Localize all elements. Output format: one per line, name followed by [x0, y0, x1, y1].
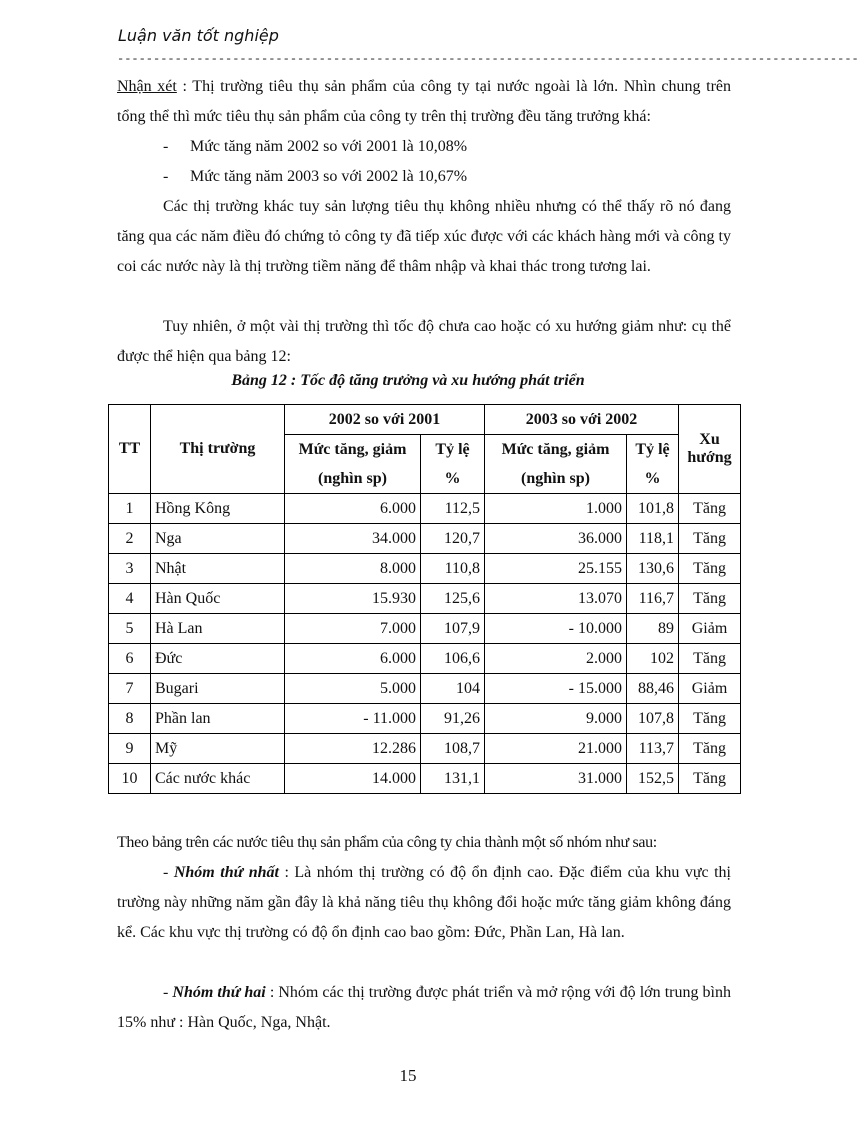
cell-trend: Tăng: [679, 704, 741, 734]
trend-header-line1: Xu: [699, 431, 720, 448]
cell-ratio-2003: 130,6: [627, 554, 679, 584]
cell-ratio-2002: 108,7: [421, 734, 485, 764]
table-row: [109, 644, 741, 674]
document-header: Luận văn tốt nghiệp: [118, 26, 279, 45]
trend-header-line2: hướng: [687, 449, 732, 466]
cell-change-2003: 21.000: [485, 734, 627, 764]
table-row: [109, 584, 741, 614]
cell-change-2002: 6.000: [285, 494, 421, 524]
cell-change-2003: - 15.000: [485, 674, 627, 704]
col-header-change-unit: (nghìn sp): [485, 464, 627, 494]
cell-trend: Giảm: [679, 614, 741, 644]
cell-change-2002: 8.000: [285, 554, 421, 584]
paragraph-groups-intro: Theo bảng trên các nước tiêu thụ sản phẩm của công ty chia thành một số nhóm như sau:: [117, 834, 657, 851]
page-number: 15: [399, 1066, 417, 1085]
cell-change-2003: 2.000: [485, 644, 627, 674]
cell-trend: Tăng: [679, 524, 741, 554]
cell-tt: 9: [109, 734, 151, 764]
cell-market: Hồng Kông: [151, 494, 285, 524]
cell-change-2003: 13.070: [485, 584, 627, 614]
table-caption: Bảng 12 : Tốc độ tăng trưởng và xu hướng phát triển: [231, 372, 585, 389]
growth-table: [108, 404, 741, 794]
table-row: [109, 524, 741, 554]
group-two-label: Nhóm thứ hai: [172, 984, 266, 1001]
table-row: [109, 494, 741, 524]
cell-ratio-2003: 116,7: [627, 584, 679, 614]
cell-change-2002: - 11.000: [285, 704, 421, 734]
group-one-prefix: -: [163, 864, 174, 881]
paragraph-however: Tuy nhiên, ở một vài thị trường thì tốc độ chưa cao hoặc có xu hướng giảm như: cụ thể được thể hiện qua bảng 12:: [117, 318, 731, 365]
cell-ratio-2002: 110,8: [421, 554, 485, 584]
cell-tt: 4: [109, 584, 151, 614]
table-row: [109, 764, 741, 794]
group-one-label: Nhóm thứ nhất: [173, 864, 279, 881]
cell-change-2002: 34.000: [285, 524, 421, 554]
col-header-ratio-unit: %: [421, 464, 485, 494]
cell-ratio-2003: 88,46: [627, 674, 679, 704]
cell-market: Hàn Quốc: [151, 584, 285, 614]
cell-change-2003: - 10.000: [485, 614, 627, 644]
cell-ratio-2002: 106,6: [421, 644, 485, 674]
table-row: [109, 614, 741, 644]
cell-ratio-2002: 112,5: [421, 494, 485, 524]
cell-ratio-2002: 107,9: [421, 614, 485, 644]
cell-tt: 3: [109, 554, 151, 584]
intro-text: : Thị trường tiêu thụ sản phẩm của công ty tại nước ngoài là lớn. Nhìn chung trên tổng thể thì mức tiêu thụ sản phẩm của công ty trên thị trường đều tăng trưởng khá:: [117, 78, 732, 125]
cell-tt: 2: [109, 524, 151, 554]
cell-market: Nhật: [151, 554, 285, 584]
cell-ratio-2003: 107,8: [627, 704, 679, 734]
group-header-2003: 2003 so với 2002: [485, 405, 679, 435]
cell-market: Nga: [151, 524, 285, 554]
group-two-text: : Nhóm các thị trường được phát triển và mở rộng với độ lớn trung bình 15% như : Hàn Quốc, Nga, Nhật.: [117, 984, 731, 1031]
table-row: [109, 554, 741, 584]
cell-change-2002: 7.000: [285, 614, 421, 644]
cell-change-2003: 25.155: [485, 554, 627, 584]
cell-change-2003: 31.000: [485, 764, 627, 794]
bullet-text: Mức tăng năm 2003 so với 2002 là 10,67%: [190, 168, 468, 185]
cell-trend: Tăng: [679, 494, 741, 524]
cell-market: Bugari: [151, 674, 285, 704]
cell-trend: Giảm: [679, 674, 741, 704]
cell-tt: 6: [109, 644, 151, 674]
cell-market: Đức: [151, 644, 285, 674]
col-header-trend: [679, 405, 741, 494]
cell-tt: 7: [109, 674, 151, 704]
table-row: [109, 704, 741, 734]
col-header-ratio: Tỷ lệ: [421, 435, 485, 465]
cell-trend: Tăng: [679, 584, 741, 614]
intro-paragraph: [117, 72, 731, 132]
cell-change-2003: 1.000: [485, 494, 627, 524]
table-row: [109, 674, 741, 704]
cell-change-2002: 6.000: [285, 644, 421, 674]
bullet-mark: -: [163, 168, 169, 185]
cell-tt: 8: [109, 704, 151, 734]
cell-ratio-2002: 104: [421, 674, 485, 704]
cell-tt: 10: [109, 764, 151, 794]
cell-ratio-2003: 113,7: [627, 734, 679, 764]
cell-change-2003: 9.000: [485, 704, 627, 734]
table-body: [109, 494, 741, 794]
col-header-market: Thị trường: [151, 405, 285, 494]
cell-change-2002: 14.000: [285, 764, 421, 794]
col-header-ratio-unit: %: [627, 464, 679, 494]
cell-ratio-2003: 102: [627, 644, 679, 674]
cell-market: Mỹ: [151, 734, 285, 764]
col-header-ratio: Tỷ lệ: [627, 435, 679, 465]
cell-tt: 5: [109, 614, 151, 644]
header-divider: -------------------------------------------------------------------------------------------------------: [117, 52, 859, 66]
cell-ratio-2003: 118,1: [627, 524, 679, 554]
intro-label: Nhận xét: [117, 78, 177, 95]
col-header-change: Mức tăng, giảm: [485, 435, 627, 465]
col-header-tt: TT: [109, 405, 151, 494]
cell-trend: Tăng: [679, 554, 741, 584]
paragraph-group-one: [117, 858, 731, 948]
cell-trend: Tăng: [679, 734, 741, 764]
cell-trend: Tăng: [679, 764, 741, 794]
paragraph-group-two: [117, 978, 731, 1038]
cell-trend: Tăng: [679, 644, 741, 674]
cell-market: Phần lan: [151, 704, 285, 734]
bullet-text: Mức tăng năm 2002 so với 2001 là 10,08%: [190, 138, 468, 155]
cell-ratio-2002: 131,1: [421, 764, 485, 794]
cell-ratio-2002: 125,6: [421, 584, 485, 614]
group-one-text: : Là nhóm thị trường có độ ổn định cao. Đặc điểm của khu vực thị trường này những năm gần đây là khả năng tiêu thụ không đổi hoặc mức tăng giảm không đáng kể. Các khu vực thị trường có độ ổn định cao bao gồm: Đức, Phần Lan, Hà lan.: [117, 864, 731, 941]
cell-ratio-2003: 152,5: [627, 764, 679, 794]
cell-ratio-2003: 89: [627, 614, 679, 644]
cell-market: Hà Lan: [151, 614, 285, 644]
cell-ratio-2003: 101,8: [627, 494, 679, 524]
group-header-2002: 2002 so với 2001: [285, 405, 485, 435]
cell-change-2002: 15.930: [285, 584, 421, 614]
table-row: [109, 734, 741, 764]
col-header-change-unit: (nghìn sp): [285, 464, 421, 494]
cell-change-2002: 12.286: [285, 734, 421, 764]
bullet-mark: -: [163, 138, 169, 155]
cell-tt: 1: [109, 494, 151, 524]
cell-ratio-2002: 120,7: [421, 524, 485, 554]
cell-change-2002: 5.000: [285, 674, 421, 704]
paragraph-other-markets: Các thị trường khác tuy sản lượng tiêu thụ không nhiều nhưng có thể thấy rõ nó đang tăng qua các năm điều đó chứng tỏ công ty đã tiếp xúc được với các khách hàng mới và công ty coi các nước này là thị trường tiềm năng để thâm nhập và khai thác trong tương lai.: [117, 198, 731, 275]
col-header-change: Mức tăng, giảm: [285, 435, 421, 465]
cell-market: Các nước khác: [151, 764, 285, 794]
cell-ratio-2002: 91,26: [421, 704, 485, 734]
group-two-prefix: -: [163, 984, 173, 1001]
cell-change-2003: 36.000: [485, 524, 627, 554]
